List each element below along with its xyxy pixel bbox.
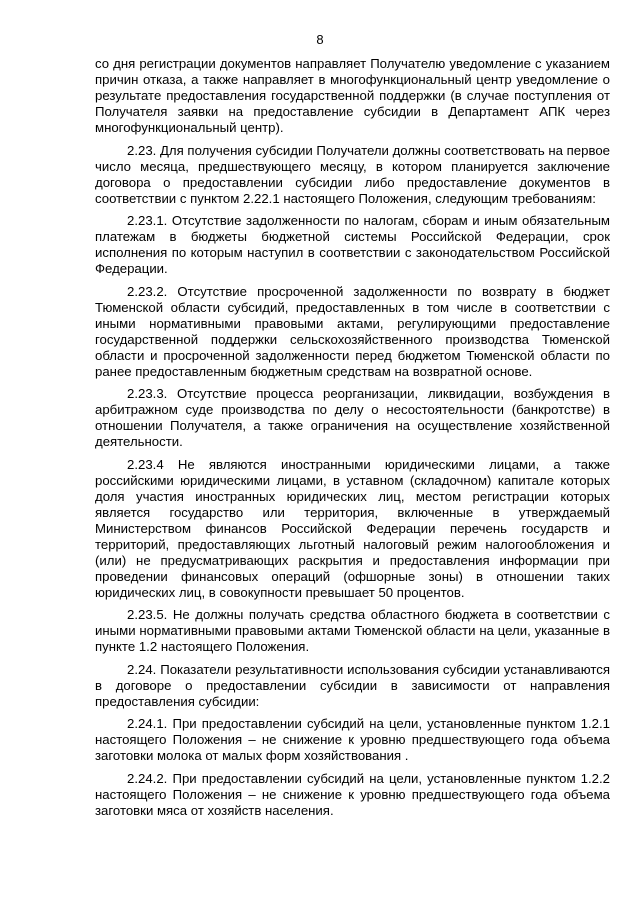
paragraph-2-23: 2.23. Для получения субсидии Получатели должны соответствовать на первое число месяца, предшествующего месяцу, в котором планируется заключение договора о предоставлении субсидии либо предоставление документов в соответствии с пунктом 2.22.1 настоящего Положения, следующим требованиям: [95,142,610,206]
document-body [95,56,610,825]
paragraph-2-24-1: 2.24.1. При предоставлении субсидий на цели, установленные пунктом 1.2.1 настоящего Положения – не снижение к уровню предшествующего года объема заготовки молока от малых форм хозяйствования . [95,716,610,763]
page-number: 8 [316,32,324,47]
paragraph-2-23-3: 2.23.3. Отсутствие процесса реорганизации, ликвидации, возбуждения в арбитражном суде производства по делу о несостоятельности (банкротстве) в отношении Получателя, а также ограничения на осуществление хозяйственной деятельности. [95,386,610,449]
paragraph-2-23-2: 2.23.2. Отсутствие просроченной задолженности по возврату в бюджет Тюменской области субсидий, предоставленных в том числе в соответствии с иными нормативными правовыми актами, регулирующими предоставление государственной поддержки сельскохозяйственного производства Тюменской области и просроченной задолженности перед бюджетом Тюменской области по ранее предоставленным бюджетным средствам на возвратной основе. [95,283,610,379]
paragraph-2-23-5: 2.23.5. Не должны получать средства областного бюджета в соответствии с иными нормативными правовыми актами Тюменской области на цели, указанные в пункте 1.2 настоящего Положения. [95,607,610,654]
paragraph-2-24-2: 2.24.2. При предоставлении субсидий на цели, установленные пунктом 1.2.2 настоящего Положения – не снижение к уровню предшествующего года объема заготовки мяса от хозяйств населения. [95,770,610,818]
paragraph-continuation: со дня регистрации документов направляет Получателю уведомление с указанием причин отказа, а также направляет в многофункциональный центр уведомление о результате предоставления государственной поддержки (в случае поступления от Получателя заявки на предоставление субсидии в Департамент АПК через многофункциональный центр). [95,56,610,135]
paragraph-2-23-1: 2.23.1. Отсутствие задолженности по налогам, сборам и иным обязательным платежам в бюджеты бюджетной системы Российской Федерации, срок исполнения по которым наступил в соответствии с законодательством Российской Федерации. [95,213,610,276]
paragraph-2-23-4: 2.23.4 Не являются иностранными юридическими лицами, а также российскими юридическими лицами, в уставном (складочном) капитале которых доля участия иностранных юридических лиц, местом регистрации которых является государство или территория, включенные в утверждаемый Министерством финансов Российской Федерации перечень государств и территорий, предоставляющих льготный налоговый режим налогообложения и (или) не предусматривающих раскрытия и предоставления информации при проведении финансовых операций (офшорные зоны) в отношении таких юридических лиц, в совокупности превышает 50 процентов. [95,456,610,600]
paragraph-2-24: 2.24. Показатели результативности использования субсидии устанавливаются в договоре о предоставлении субсидии в зависимости от направления предоставления субсидии: [95,661,610,709]
